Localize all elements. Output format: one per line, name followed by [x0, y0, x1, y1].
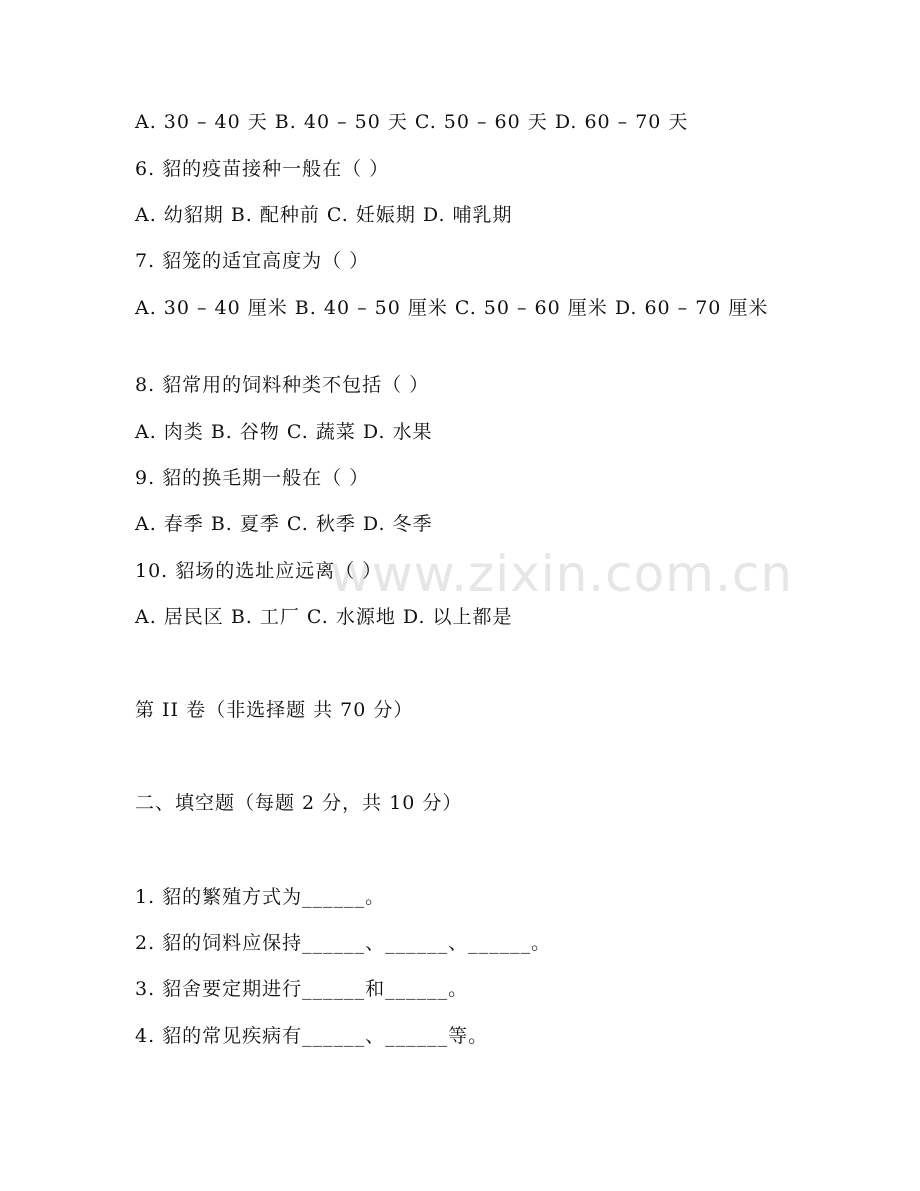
question-10: 10. 貂场的选址应远离（ ） — [135, 560, 383, 582]
section-2-title: 二、填空题（每题 2 分，共 10 分） — [135, 792, 463, 814]
question-5-options: A. 30 – 40 天 B. 40 – 50 天 C. 50 – 60 天 D. 60 – 70 天 — [135, 111, 689, 133]
watermark: www.zixin.com.cn — [330, 545, 794, 603]
question-9-options: A. 春季 B. 夏季 C. 秋季 D. 冬季 — [135, 513, 433, 535]
question-8-options: A. 肉类 B. 谷物 C. 蔬菜 D. 水果 — [135, 421, 433, 443]
fill-blank-2: 2. 貂的饲料应保持______、______、______。 — [135, 932, 552, 954]
part-2-title: 第 II 卷（非选择题 共 70 分） — [135, 699, 414, 721]
question-7: 7. 貂笼的适宜高度为（ ） — [135, 250, 370, 272]
question-6: 6. 貂的疫苗接种一般在（ ） — [135, 158, 390, 180]
question-7-options: A. 30 – 40 厘米 B. 40 – 50 厘米 C. 50 – 60 厘米 D. 60 – 70 厘米 — [135, 297, 769, 319]
fill-blank-1: 1. 貂的繁殖方式为______。 — [135, 886, 386, 908]
question-8: 8. 貂常用的饲料种类不包括（ ） — [135, 374, 430, 396]
question-10-options: A. 居民区 B. 工厂 C. 水源地 D. 以上都是 — [135, 606, 513, 628]
question-9: 9. 貂的换毛期一般在（ ） — [135, 467, 370, 489]
question-6-options: A. 幼貂期 B. 配种前 C. 妊娠期 D. 哺乳期 — [135, 204, 513, 226]
fill-blank-4: 4. 貂的常见疾病有______、______等。 — [135, 1025, 489, 1047]
fill-blank-3: 3. 貂舍要定期进行______和______。 — [135, 978, 469, 1000]
